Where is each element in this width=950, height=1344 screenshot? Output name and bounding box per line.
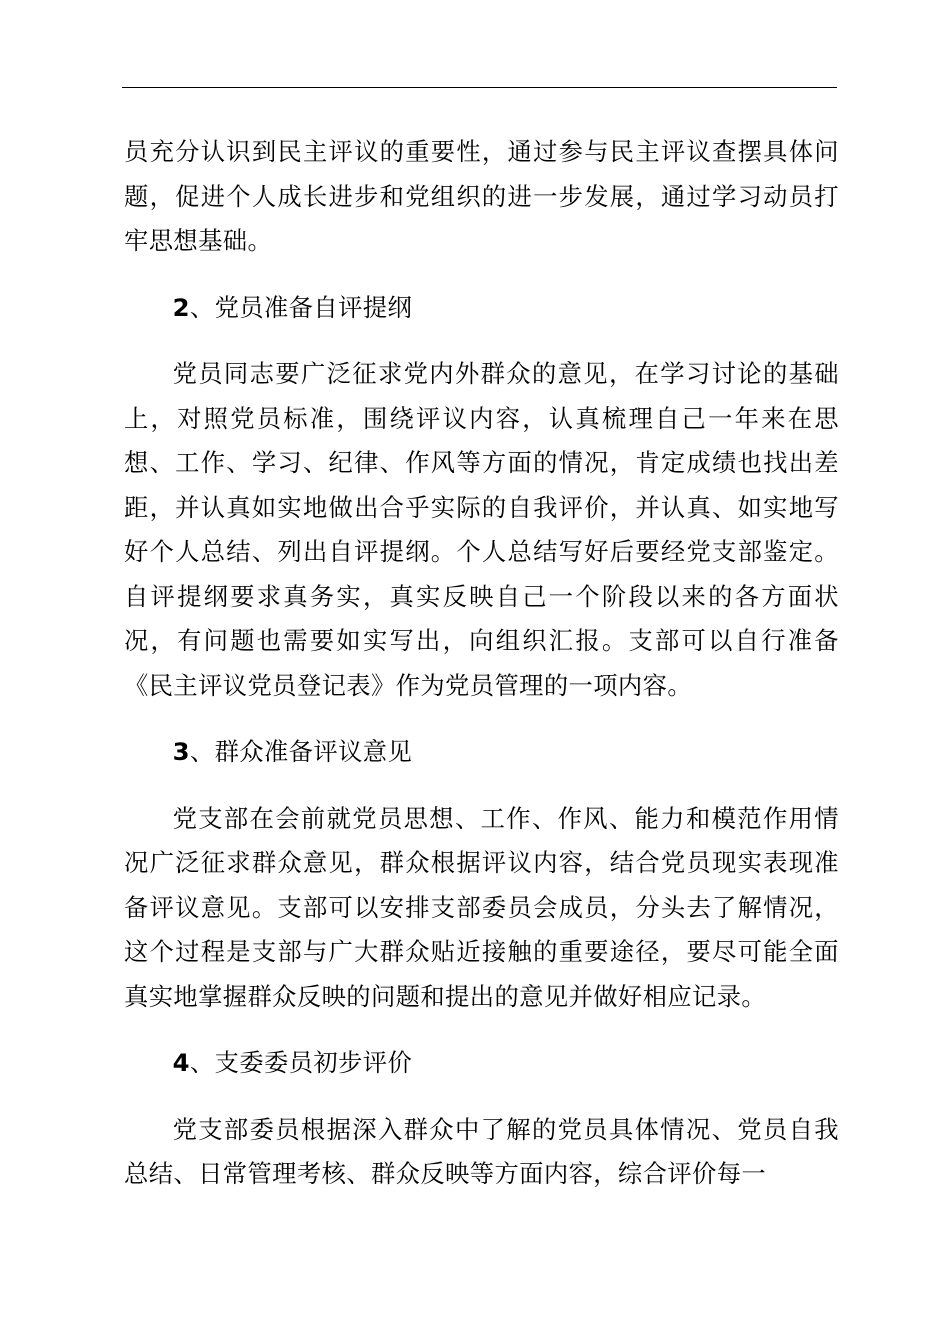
section-number: 2 xyxy=(172,292,190,322)
section-title: 、党员准备自评提纲 xyxy=(189,292,413,322)
paragraph-public-opinion: 党支部在会前就党员思想、工作、作风、能力和模范作用情况广泛征求群众意见，群众根据评议内容，结合党员现实表现准备评议意见。支部可以安排支部委员会成员，分头去了解情况，这个过程是支部与广大群众贴近接触的重要途径，要尽可能全面真实地掌握群众反映的问题和提出的意见并做好相应记录。 xyxy=(124,803,839,1011)
header-rule xyxy=(122,87,837,88)
paragraph-continuation: 员充分认识到民主评议的重要性，通过参与民主评议查摆具体问题，促进个人成长进步和党组织的进一步发展，通过学习动员打牢思想基础。 xyxy=(124,137,839,255)
section-heading-3 xyxy=(124,730,839,775)
paragraph-self-evaluation: 党员同志要广泛征求党内外群众的意见，在学习讨论的基础上，对照党员标准，围绕评议内容，认真梳理自己一年来在思想、工作、学习、纪律、作风等方面的情况，肯定成绩也找出差距，并认真如实地做出合乎实际的自我评价，并认真、如实地写好个人总结、列出自评提纲。个人总结写好后要经党支部鉴定。自评提纲要求真务实，真实反映自己一个阶段以来的各方面状况，有问题也需要如实写出，向组织汇报。支部可以自行准备《民主评议党员登记表》作为党员管理的一项内容。 xyxy=(124,359,839,700)
section-title: 、支委委员初步评价 xyxy=(189,1048,413,1077)
section-title: 、群众准备评议意见 xyxy=(189,737,413,766)
section-number: 4 xyxy=(172,1048,190,1077)
document-body xyxy=(124,130,839,1197)
paragraph-committee-evaluation: 党支部委员根据深入群众中了解的党员具体情况、党员自我总结、日常管理考核、群众反映等方面内容，综合评价每一 xyxy=(124,1114,839,1188)
section-heading-4 xyxy=(124,1041,839,1086)
section-heading-2 xyxy=(124,286,839,331)
section-number: 3 xyxy=(172,737,190,766)
